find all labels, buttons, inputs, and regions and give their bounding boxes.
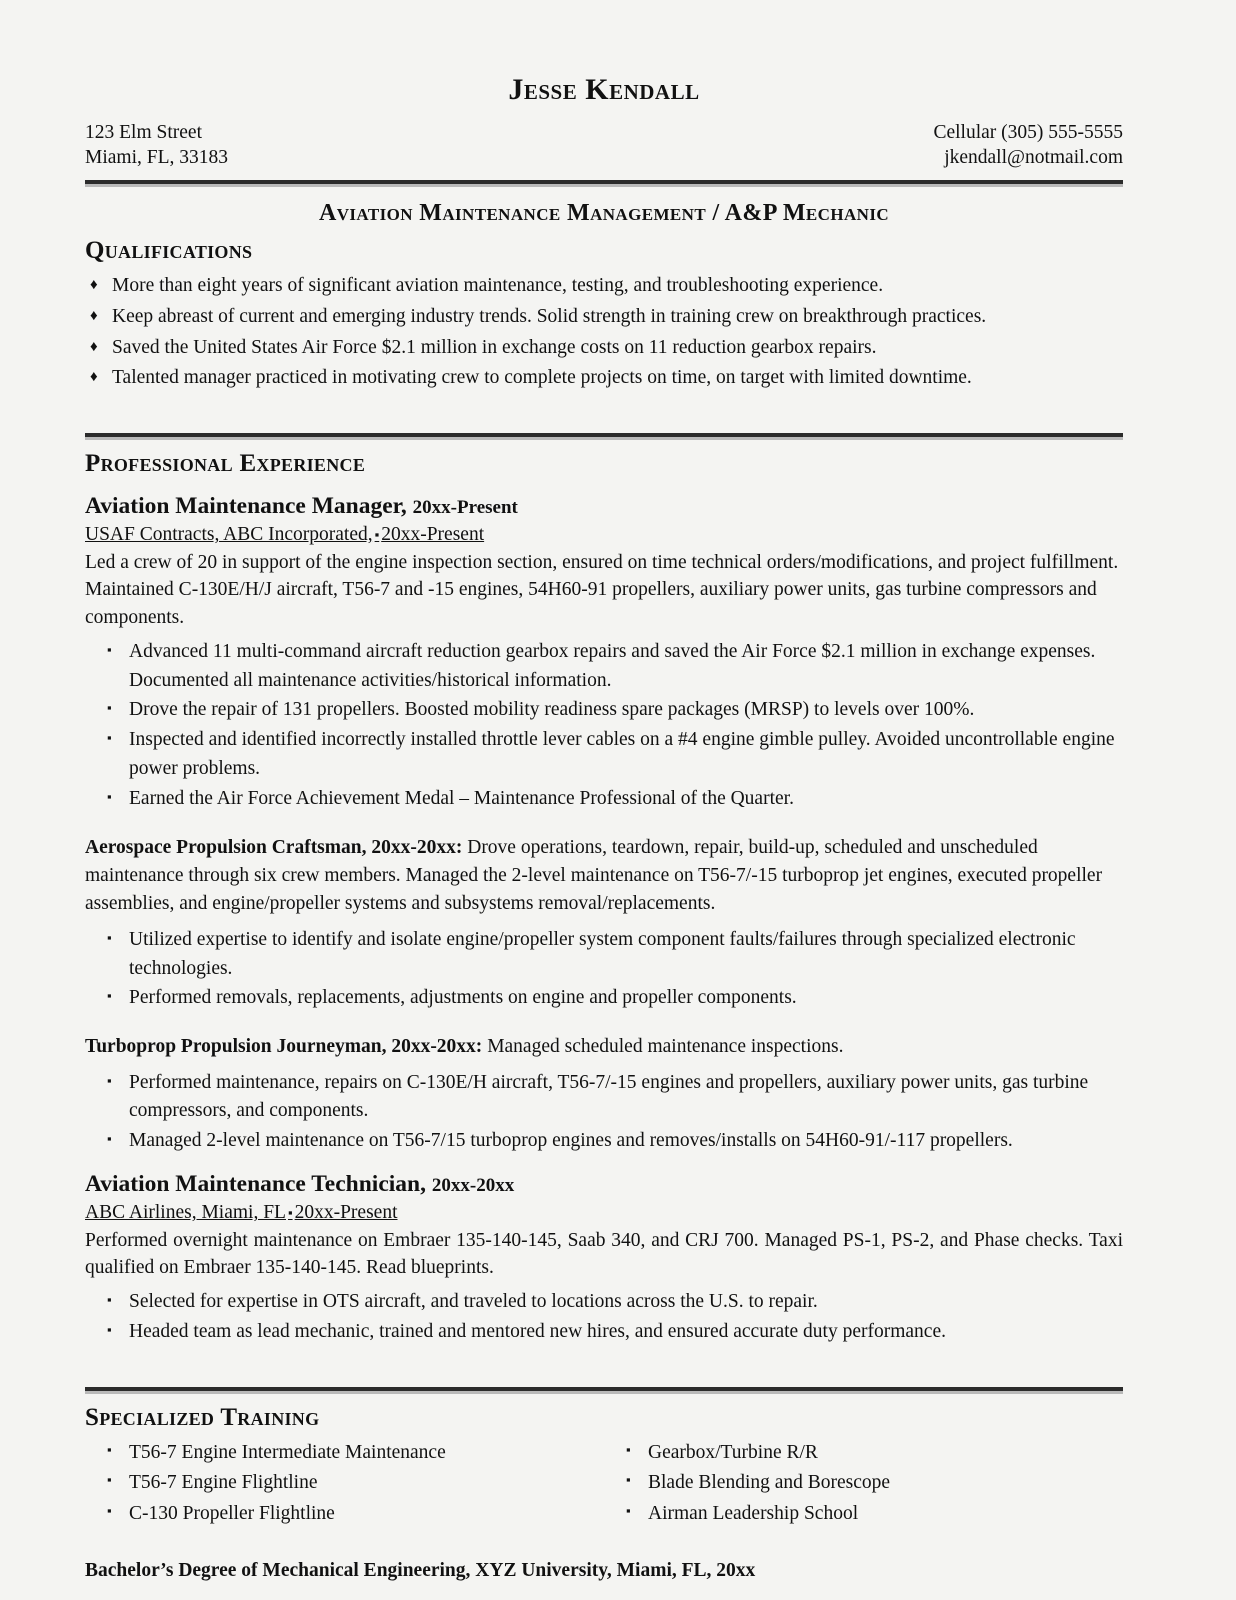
list-item: [85, 696, 1123, 725]
list-item: [85, 363, 1123, 394]
spacer: [85, 1348, 1123, 1378]
training-list-right: [604, 1438, 1123, 1529]
phone-number: Cellular (305) 555-5555: [933, 121, 1123, 143]
qualification-text: More than eight years of significant aviation maintenance, testing, and troubleshooting experience.: [112, 274, 884, 296]
job-title-text: Aviation Maintenance Manager,: [85, 493, 413, 520]
subjob-title: Aerospace Propulsion Craftsman, 20xx-20xx:: [85, 836, 463, 858]
square-bullet-icon: ▪: [626, 1503, 631, 1518]
experience-heading: Professional Experience: [85, 450, 366, 478]
job-dates: 20xx-Present: [412, 497, 518, 519]
job-summary-1: Led a crew of 20 in support of the engine inspection section, ensured on time technical orders/modifications, and project fulfillment. Maintained C-130E/H/J aircraft, T56-7 and -15 engines, 54H60-91 propellers, auxiliary power units, gas turbine compressors and components.: [85, 551, 1119, 629]
list-item: [604, 1468, 1123, 1498]
square-bullet-icon: ▪: [107, 988, 112, 1004]
square-bullet-icon: ▪: [107, 1072, 112, 1088]
training-column-right: [604, 1438, 1123, 1530]
list-item: [85, 785, 1123, 814]
list-item: [85, 1127, 1123, 1156]
list-item: [85, 926, 1123, 984]
bullet-text: Earned the Air Force Achievement Medal – Maintenance Professional of the Quarter.: [129, 788, 794, 810]
qualifications-list: [85, 271, 1123, 394]
resume-headline: Aviation Maintenance Management / A&P Mechanic: [318, 199, 890, 226]
list-item: [85, 726, 1123, 784]
subjob-2: [85, 1033, 1123, 1061]
divider-training: [85, 1387, 1123, 1394]
job-title-1: [85, 492, 1123, 520]
square-bullet-icon: ▪: [107, 700, 112, 716]
job-org-2: [85, 1200, 398, 1225]
qualification-text: Saved the United States Air Force $2.1 million in exchange costs on 11 reduction gearbox repairs.: [112, 336, 877, 358]
job-title-text: Aviation Maintenance Technician,: [85, 1171, 432, 1198]
bullet-text: Managed 2-level maintenance on T56-7/15 turboprop engines and removes/installs on 54H60-91/-117 propellers.: [129, 1130, 1013, 1152]
square-bullet-icon: ▪: [107, 1131, 112, 1147]
square-bullet-icon: ▪: [626, 1441, 631, 1457]
training-column-left: [85, 1438, 604, 1530]
square-bullet-icon: ▪: [107, 1503, 112, 1518]
job-bullets-2: [85, 1288, 1123, 1347]
diamond-bullet-icon: ♦: [90, 338, 98, 355]
address-line-2: Miami, FL, 33183: [85, 147, 229, 169]
qualification-text: Talented manager practiced in motivating crew to complete projects on time, on target with limited downtime.: [112, 367, 972, 389]
list-item: [85, 333, 1123, 364]
subjob-bullets-2: [85, 1069, 1123, 1157]
training-item: Blade Blending and Borescope: [648, 1472, 891, 1494]
list-item: [85, 1468, 604, 1498]
subjob-bullets-1: [85, 926, 1123, 1014]
training-heading: Specialized Training: [85, 1403, 320, 1431]
contact-details: [933, 120, 1123, 171]
divider-header: [85, 180, 1123, 187]
training-list-left: [85, 1438, 604, 1529]
square-bullet-icon: ▪: [287, 1205, 293, 1221]
address-line-1: 123 Elm Street: [85, 121, 202, 143]
bullet-text: Inspected and identified incorrectly installed throttle lever cables on a #4 engine gimble pulley. Avoided uncontrollable engine power problems.: [129, 729, 1115, 780]
square-bullet-icon: ▪: [107, 1441, 112, 1457]
job-org-text: ABC Airlines, Miami, FL: [85, 1202, 286, 1224]
qualifications-heading: Qualifications: [85, 236, 253, 264]
training-item: Gearbox/Turbine R/R: [648, 1441, 818, 1463]
subjob-title: Turboprop Propulsion Journeyman, 20xx-20xx:: [85, 1036, 483, 1058]
job-bullets-1: [85, 638, 1123, 814]
bullet-text: Performed maintenance, repairs on C-130E/H aircraft, T56-7/-15 engines and propellers, auxiliary power units, gas turbine compressors, and components.: [129, 1071, 1089, 1122]
list-item: [85, 984, 1123, 1013]
list-item: [85, 638, 1123, 696]
job-title-2: [85, 1170, 1123, 1198]
qualification-text: Keep abreast of current and emerging industry trends. Solid strength in training crew on breakthrough practices.: [112, 305, 987, 327]
job-org-text: USAF Contracts, ABC Incorporated,: [85, 524, 373, 546]
list-item: [85, 1069, 1123, 1127]
subjob-body: Drove operations, teardown, repair, build-up, scheduled and unscheduled maintenance through six crew members. Managed the 2-level maintenance on T56-7/-15 turboprop jet engines, executed propeller assemblies, and engine/propeller systems and subsystems removal/replacements.: [85, 836, 1103, 915]
training-item: T56-7 Engine Intermediate Maintenance: [129, 1441, 446, 1463]
subjob-1: [85, 834, 1123, 919]
contact-block: [85, 120, 1123, 171]
candidate-name: Jesse Kendall: [508, 73, 700, 106]
square-bullet-icon: ▪: [107, 1292, 112, 1308]
training-item: C-130 Propeller Flightline: [129, 1503, 335, 1524]
bullet-text: Drove the repair of 131 propellers. Boosted mobility readiness spare packages (MRSP) to levels over 100%.: [129, 699, 975, 721]
spacer: [85, 394, 1123, 424]
list-item: [604, 1499, 1123, 1529]
list-item: [85, 1288, 1123, 1317]
list-item: [85, 1318, 1123, 1347]
list-item: [85, 1499, 604, 1529]
education-degree: Bachelor’s Degree of Mechanical Engineering, XYZ University, Miami, FL, 20xx: [85, 1559, 756, 1581]
training-columns: [85, 1438, 1123, 1530]
bullet-text: Performed removals, replacements, adjustments on engine and propeller components.: [129, 987, 797, 1009]
bullet-text: Selected for expertise in OTS aircraft, and traveled to locations across the U.S. to repair.: [129, 1291, 818, 1313]
subjob-body: Managed scheduled maintenance inspections.: [482, 1036, 844, 1058]
square-bullet-icon: ▪: [107, 730, 112, 746]
job-org-line-2: [85, 1198, 1123, 1225]
square-bullet-icon: ▪: [107, 1321, 112, 1337]
job-org-line-1: [85, 520, 1123, 547]
job-org-dates: 20xx-Present: [294, 1202, 398, 1224]
list-item: [604, 1438, 1123, 1468]
email-address[interactable]: jkendall@notmail.com: [944, 147, 1123, 169]
job-summary-2: Performed overnight maintenance on Embraer 135-140-145, Saab 340, and CRJ 700. Managed PS-1, PS-2, and Phase checks. Taxi qualified on Embraer 135-140-145. Read blueprints.: [85, 1229, 1123, 1279]
bullet-text: Headed team as lead mechanic, trained and mentored new hires, and ensured accurate duty performance.: [129, 1320, 946, 1342]
diamond-bullet-icon: ♦: [90, 307, 98, 324]
diamond-bullet-icon: ♦: [90, 276, 98, 293]
bullet-text: Utilized expertise to identify and isolate engine/propeller system component faults/failures through specialized electronic technologies.: [129, 928, 1076, 979]
square-bullet-icon: ▪: [107, 1472, 112, 1488]
square-bullet-icon: ▪: [107, 789, 112, 805]
job-dates: 20xx-20xx: [431, 1175, 515, 1197]
list-item: [85, 302, 1123, 333]
square-bullet-icon: ▪: [626, 1472, 631, 1488]
diamond-bullet-icon: ♦: [90, 369, 98, 386]
bullet-text: Advanced 11 multi-command aircraft reduction gearbox repairs and saved the Air Force $2.1 million in exchange expenses. Documented all maintenance activities/historical information.: [129, 640, 1096, 691]
square-bullet-icon: ▪: [107, 641, 112, 657]
list-item: [85, 1438, 604, 1468]
training-item: T56-7 Engine Flightline: [129, 1472, 318, 1494]
job-org-1: [85, 522, 484, 547]
square-bullet-icon: ▪: [107, 929, 112, 945]
list-item: [85, 271, 1123, 302]
training-item: Airman Leadership School: [648, 1503, 859, 1524]
square-bullet-icon: ▪: [374, 527, 380, 543]
address-block: [85, 120, 228, 171]
divider-experience: [85, 433, 1123, 440]
job-org-dates: 20xx-Present: [381, 524, 485, 546]
